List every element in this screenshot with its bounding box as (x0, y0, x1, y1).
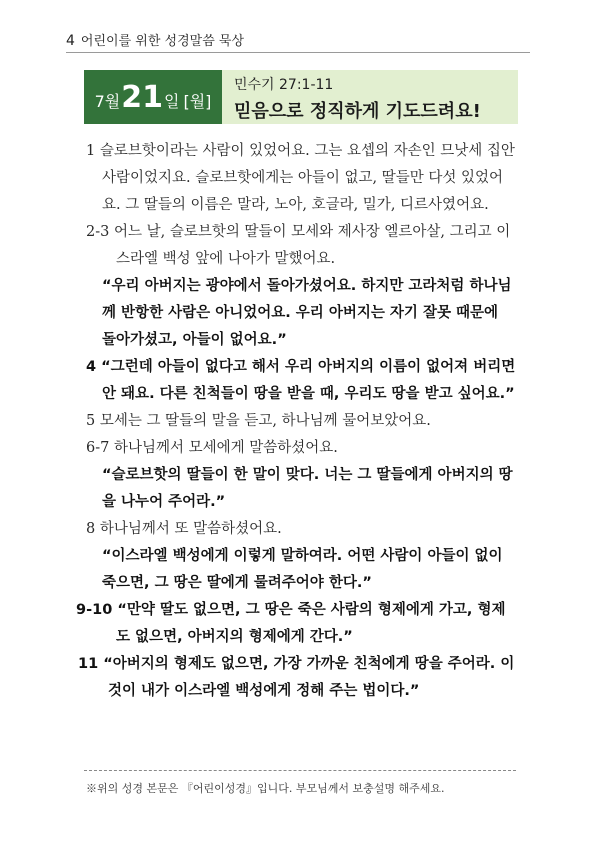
passage-reference: 민수기 27:1-11 (234, 77, 334, 93)
footnote: ※위의 성경 본문은 『어린이성경』입니다. 부모님께서 보충설명 해주세요. (86, 782, 445, 795)
verse (86, 354, 516, 408)
verse-text: “우리 아버지는 광야에서 돌아가셨어요. 하지만 고라처럼 하나님께 반항한 사람은 아니었어요. 우리 아버지는 자기 잘못 때문에 돌아가셨고, 아들이 없어요.” (102, 278, 512, 348)
verse (86, 273, 516, 354)
verse-text: 어느 날, 슬로브핫의 딸들이 모세와 제사장 엘르아살, 그리고 이스라엘 백성 앞에 나아가 말했어요. (113, 224, 511, 267)
verse-number: 11 (78, 656, 99, 672)
passage-title-box (222, 70, 518, 124)
verse-text: 슬로브핫이라는 사람이 있었어요. 그는 요셉의 자손인 므낫세 집안 사람이었지요. 슬로브핫에게는 아들이 없고, 딸들만 다섯 있었어요. 그 딸들의 이름은 말라, 노아, 호글라, 밀가, 디르사였어요. (99, 143, 515, 213)
verse-text: “이스라엘 백성에게 이렇게 말하여라. 어떤 사람이 아들이 없이 죽으면, 그 땅은 딸에게 물려주어야 한다.” (102, 548, 503, 591)
verse (86, 435, 516, 462)
page-number: 4 (66, 33, 75, 49)
date-month: 7월 (94, 92, 121, 111)
verse-text: 하나님께서 또 말씀하셨어요. (99, 521, 282, 537)
page-header (66, 30, 244, 49)
header-divider (66, 52, 530, 53)
date-weekday: [월] (183, 92, 212, 111)
verse-text: “만약 딸도 없으면, 그 땅은 죽은 사람의 형제에게 가고, 형제도 없으면, 아버지의 형제에게 간다.” (116, 602, 506, 645)
verse-number: 9-10 (76, 602, 113, 618)
footer-divider (84, 770, 516, 771)
verse (86, 543, 516, 597)
verse-text: “아버지의 형제도 없으면, 가장 가까운 친척에게 땅을 주어라. 이것이 내가 이스라엘 백성에게 정해 주는 법이다.” (103, 656, 515, 699)
book-title: 어린이를 위한 성경말씀 묵상 (80, 34, 245, 49)
verse-number: 4 (86, 359, 97, 375)
verse-number: 6-7 (86, 440, 110, 456)
passage-title: 믿음으로 정직하게 기도드려요! (234, 101, 481, 122)
verse (86, 516, 516, 543)
date-day: 21 (121, 80, 163, 115)
verse-text: 하나님께서 모세에게 말씀하셨어요. (113, 440, 338, 456)
verse-number: 2-3 (86, 224, 110, 240)
verse-text: 모세는 그 딸들의 말을 듣고, 하나님께 물어보았어요. (99, 413, 431, 429)
passage-body (76, 138, 516, 705)
verse-number: 8 (86, 521, 96, 537)
verse-text: “그런데 아들이 없다고 해서 우리 아버지의 이름이 없어져 버리면 안 돼요. 다른 친척들이 땅을 받을 때, 우리도 땅을 받고 싶어요.” (101, 359, 516, 402)
verse (86, 219, 516, 273)
verse (76, 597, 516, 651)
verse (86, 138, 516, 219)
verse-number: 1 (86, 143, 96, 159)
verse (78, 651, 516, 705)
verse-number: 5 (86, 413, 96, 429)
date-badge (84, 70, 222, 124)
verse (86, 408, 516, 435)
date-day-suffix: 일 (163, 92, 180, 111)
verse-text: “슬로브핫의 딸들이 한 말이 맞다. 너는 그 딸들에게 아버지의 땅을 나누어 주어라.” (102, 467, 513, 510)
verse (86, 462, 516, 516)
